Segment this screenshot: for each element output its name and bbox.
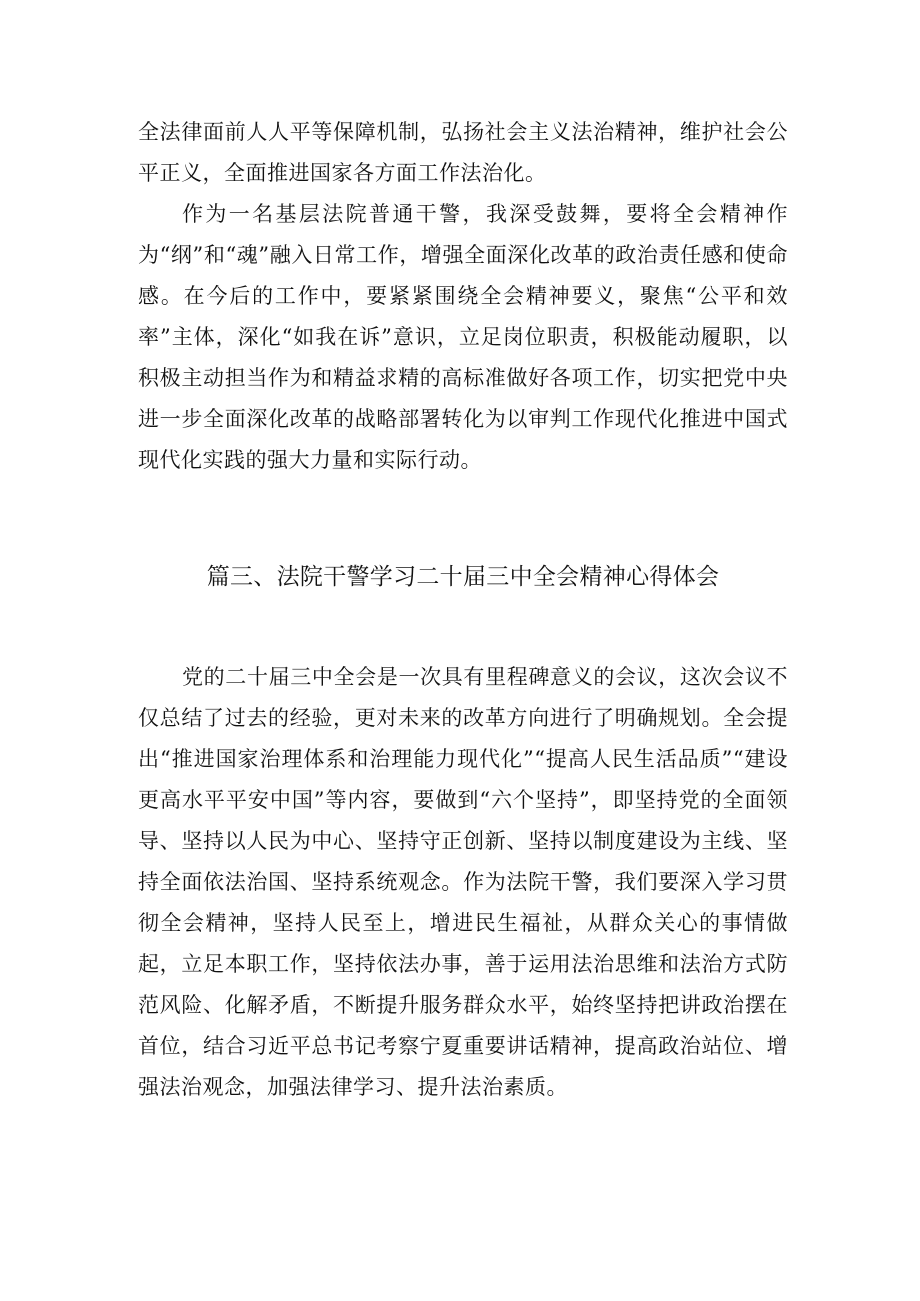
- section-heading: 篇三、法院干警学习二十届三中全会精神心得体会: [206, 564, 720, 590]
- paragraph-section-three-body: 党的二十届三中全会是一次具有里程碑意义的会议，这次会议不仅总结了过去的经验，更对未来的改革方向进行了明确规划。全会提出“推进国家治理体系和治理能力现代化”“提高人民生活品质”“建设更高水平平安中国”等内容，要做到“六个坚持”，即坚持党的全面领导、坚持以人民为中心、坚持守正创新、坚持以制度建设为主线、坚持全面依法治国、坚持系统观念。作为法院干警，我们要深入学习贯彻全会精神，坚持人民至上，增进民生福祉，从群众关心的事情做起，立足本职工作，坚持依法办事，善于运用法治思维和法治方式防范风险、化解矛盾，不断提升服务群众水平，始终坚持把讲政治摆在首位，结合习近平总书记考察宁夏重要讲话精神，提高政治站位、增强法治观念，加强法律学习、提升法治素质。: [138, 665, 788, 1099]
- paragraph-continued: 全法律面前人人平等保障机制，弘扬社会主义法治精神，维护社会公平正义，全面推进国家各方面工作法治化。: [138, 120, 788, 185]
- paragraph-personal-reflection: 作为一名基层法院普通干警，我深受鼓舞，要将全会精神作为“纲”和“魂”融入日常工作，增强全面深化改革的政治责任感和使命感。在今后的工作中，要紧紧围绕全会精神要义，聚焦“公平和效率”主体，深化“如我在诉”意识，立足岗位职责，积极能动履职，以积极主动担当作为和精益求精的高标准做好各项工作，切实把党中央进一步全面深化改革的战略部署转化为以审判工作现代化推进中国式现代化实践的强大力量和实际行动。: [138, 202, 788, 472]
